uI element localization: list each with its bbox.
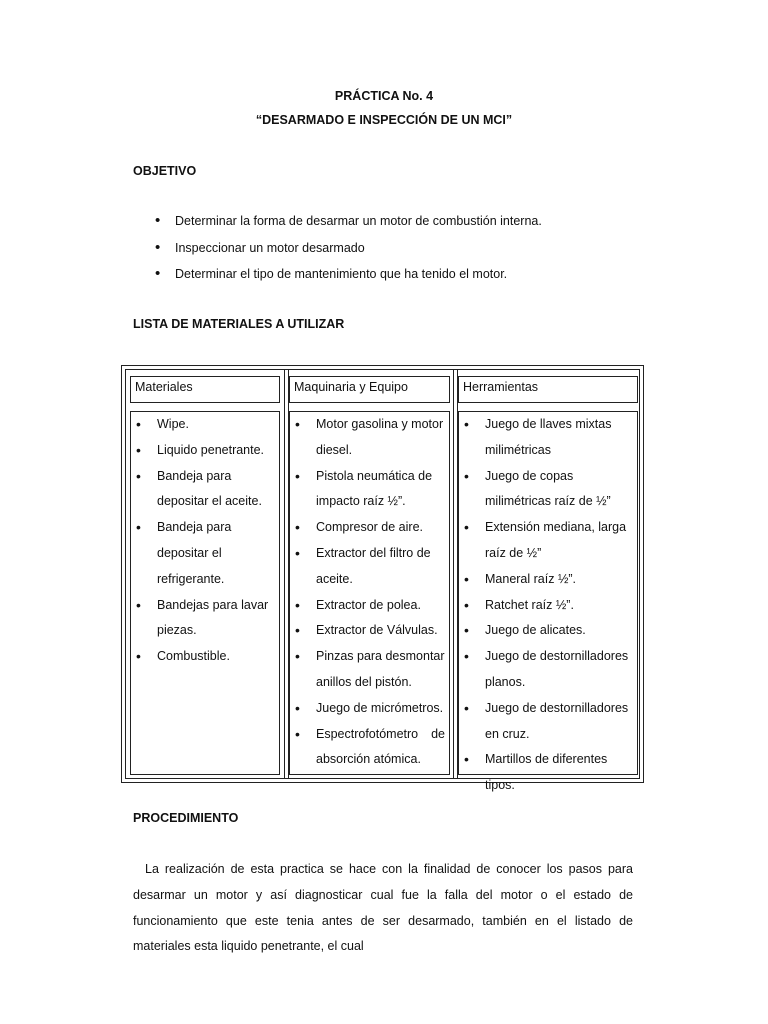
equipment-item: • Pistola neumática de impacto raíz ½”. xyxy=(290,464,449,516)
column-header-herramientas: Herramientas xyxy=(458,376,638,403)
tool-item: • Juego de alicates. xyxy=(459,618,637,644)
tools-cell xyxy=(458,411,638,793)
equipment-item: • Pinzas para desmontar anillos del pistón. xyxy=(290,644,449,696)
objective-item: • Determinar la forma de desarmar un motor de combustión interna. xyxy=(155,212,542,239)
materials-table-inner xyxy=(125,369,640,793)
equipment-item: • Motor gasolina y motor diesel. xyxy=(290,412,449,464)
tool-item: • Juego de destornilladores en cruz. xyxy=(459,696,637,748)
materials-heading: LISTA DE MATERIALES A UTILIZAR xyxy=(133,317,345,331)
material-item: • Liquido penetrante. xyxy=(131,438,279,464)
equipment-item-line: absorción atómica. xyxy=(316,752,421,767)
objective-item: • Inspeccionar un motor desarmado xyxy=(155,239,542,266)
procedure-heading: PROCEDIMIENTO xyxy=(133,811,239,825)
material-item: • Bandeja para depositar el aceite. xyxy=(131,464,279,516)
tool-item: • Juego de llaves mixtas milimétricas xyxy=(459,412,637,464)
tool-item: • Juego de copas milimétricas raíz de ½” xyxy=(459,464,637,516)
material-item: • Bandeja para depositar el refrigerante. xyxy=(131,515,279,592)
equipment-item: • Extractor de Válvulas. xyxy=(290,618,449,644)
equipment-item xyxy=(290,722,449,774)
column-divider xyxy=(284,370,285,778)
tool-item: • Ratchet raíz ½”. xyxy=(459,593,637,619)
tool-item: • Extensión mediana, larga raíz de ½” xyxy=(459,515,637,567)
material-item: • Wipe. xyxy=(131,412,279,438)
equipment-item: • Extractor de polea. xyxy=(290,593,449,619)
equipment-item-line: • Espectrofotómetro de xyxy=(316,726,445,741)
tool-item: • Juego de destornilladores planos. xyxy=(459,644,637,696)
equipment-item: • Compresor de aire. xyxy=(290,515,449,541)
practice-number: PRÁCTICA No. 4 xyxy=(334,89,434,103)
objective-item: • Determinar el tipo de mantenimiento que ha tenido el motor. xyxy=(155,265,542,292)
procedure-text: La realización de esta practica se hace con la finalidad de conocer los pasos para desarmar un motor y así diagnosticar cual fue la falla del motor o el estado de funcionamiento que este tenia antes de ser desarmado, también en el listado de materiales esta liquido penetrante, el cual xyxy=(133,862,633,954)
objective-heading: OBJETIVO xyxy=(133,164,197,178)
objective-list xyxy=(155,212,542,292)
practice-title: “DESARMADO E INSPECCIÓN DE UN MCI” xyxy=(255,113,513,127)
equipment-item: • Juego de micrómetros. xyxy=(290,696,449,722)
equipment-cell xyxy=(289,411,450,775)
tool-item: • Maneral raíz ½”. xyxy=(459,567,637,593)
column-header-materiales: Materiales xyxy=(130,376,280,403)
materials-table xyxy=(121,365,644,793)
tool-item: • Martillos de diferentes tipos. xyxy=(459,747,637,799)
material-item: • Bandejas para lavar piezas. xyxy=(131,593,279,645)
column-divider xyxy=(453,370,454,778)
procedure-paragraph xyxy=(133,857,633,960)
material-item: • Combustible. xyxy=(131,644,279,670)
equipment-item: • Extractor del filtro de aceite. xyxy=(290,541,449,593)
column-header-maquinaria: Maquinaria y Equipo xyxy=(289,376,450,403)
materials-cell xyxy=(130,411,280,775)
